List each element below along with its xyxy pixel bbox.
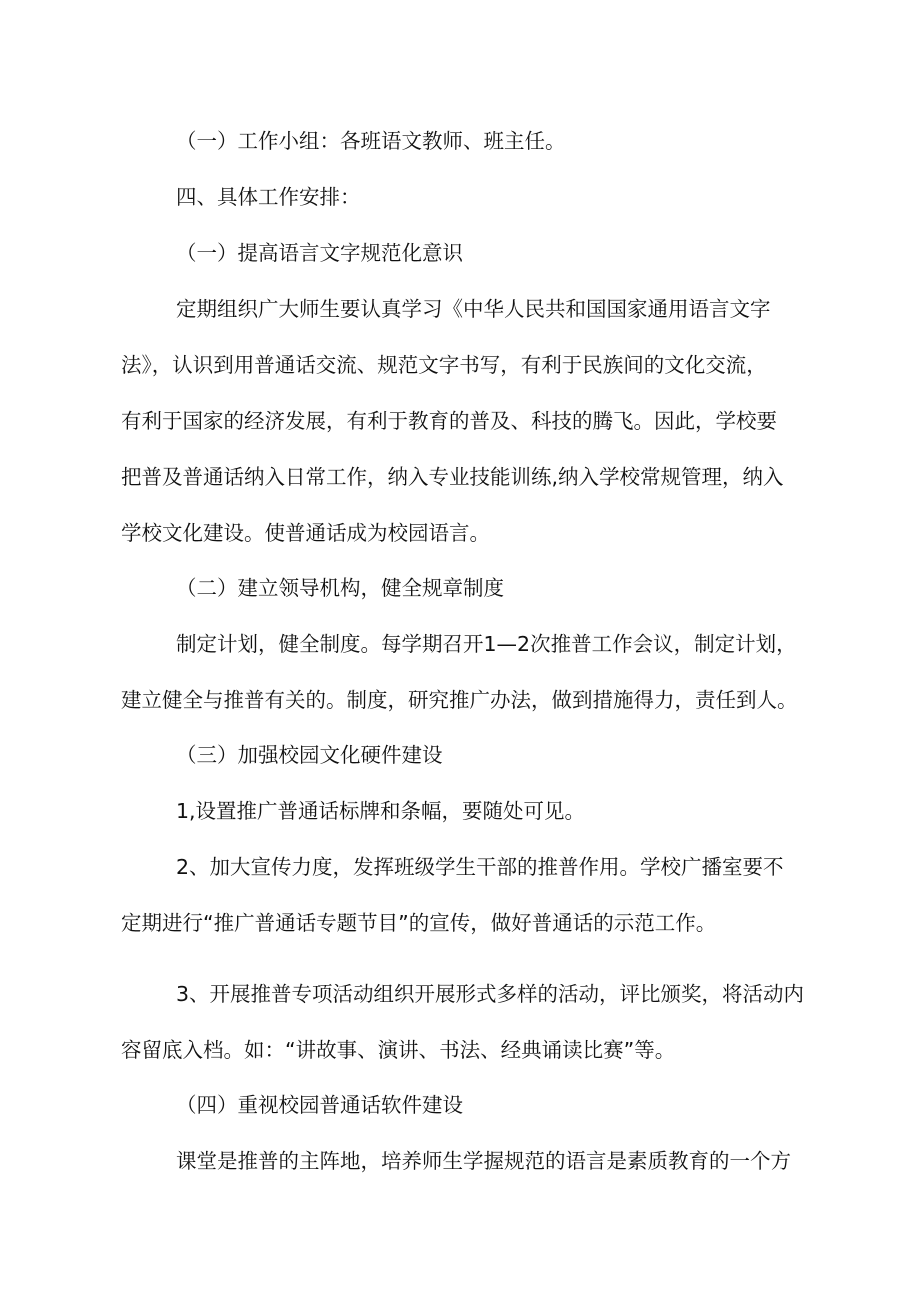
subheading-leadership: （二）建立领导机构，健全规章制度 [176, 576, 504, 600]
paragraph-line: 制定计划，健全制度。每学期召开1—2次推普工作会议，制定计划， [176, 632, 797, 656]
paragraph-line: 定期组织广大师生要认真学习《中华人民共和国国家通用语言文字 [176, 297, 771, 321]
paragraph-line: 法》，认识到用普通话交流、规范文字书写，有利于民族间的文化交流， [121, 353, 767, 377]
paragraph-line: 有利于国家的经济发展，有利于教育的普及、科技的腾飞。因此，学校要 [121, 409, 777, 433]
list-item-signage: 1,设置推广普通话标牌和条幅，要随处可见。 [176, 799, 586, 823]
paragraph-line-working-group: （一）工作小组：各班语文教师、班主任。 [176, 129, 566, 153]
paragraph-line: 建立健全与推普有关的。制度，研究推广办法，做到措施得力，责任到人。 [121, 688, 798, 712]
list-item-publicity: 2、加大宣传力度，发挥班级学生干部的推普作用。学校广播室要不 [176, 855, 784, 879]
subheading-awareness: （一）提高语言文字规范化意识 [176, 241, 463, 265]
list-item-activities: 3、开展推普专项活动组织开展形式多样的活动，评比颁奖，将活动内 [176, 982, 805, 1006]
subheading-software: （四）重视校园普通话软件建设 [176, 1093, 463, 1117]
subheading-hardware: （三）加强校园文化硬件建设 [176, 743, 443, 767]
paragraph-line: 课堂是推普的主阵地，培养师生学握规范的语言是素质教育的一个方 [176, 1149, 791, 1173]
paragraph-line: 容留底入档。如：“讲故事、演讲、书法、经典诵读比赛”等。 [121, 1038, 676, 1062]
paragraph-line: 定期进行“推广普通话专题节目”的宣传，做好普通话的示范工作。 [121, 911, 717, 935]
section-heading-arrangements: 四、具体工作安排： [176, 185, 361, 209]
paragraph-line: 学校文化建设。使普通话成为校园语言。 [121, 521, 490, 545]
paragraph-line: 把普及普通话纳入日常工作，纳入专业技能训练,纳入学校常规管理，纳入 [121, 465, 784, 489]
